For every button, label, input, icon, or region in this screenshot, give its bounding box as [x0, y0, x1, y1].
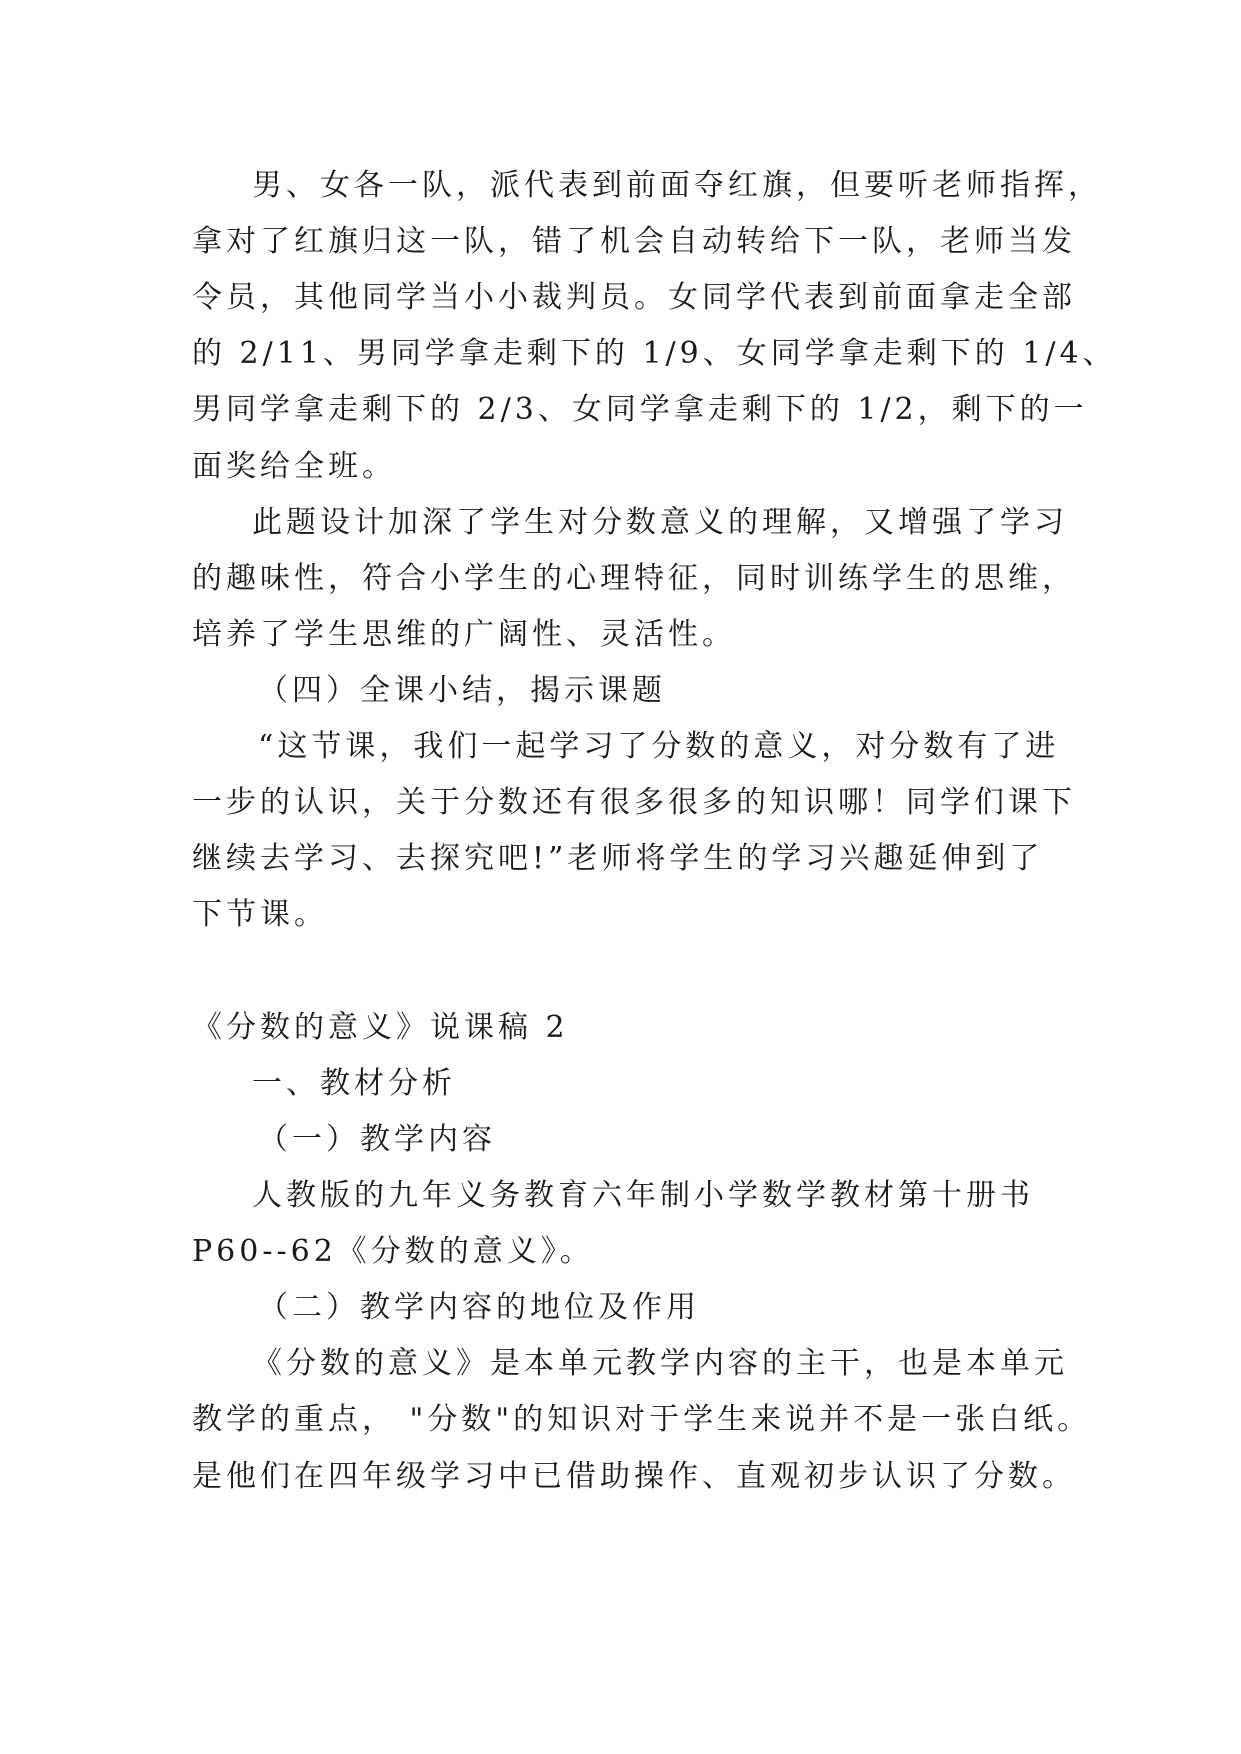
paragraph-line: 的 2/11、男同学拿走剩下的 1/9、女同学拿走剩下的 1/4、 — [192, 336, 1117, 371]
paragraph-line: 人教版的九年义务教育六年制小学数学教材第十册书 — [252, 1178, 1034, 1213]
paragraph-line: 是他们在四年级学习中已借助操作、直观初步认识了分数。 — [192, 1459, 1076, 1494]
paragraph-line: 《分数的意义》是本单元教学内容的主干，也是本单元 — [252, 1346, 1068, 1381]
subsection-heading: （二）教学内容的地位及作用 — [258, 1290, 700, 1325]
paragraph-line: 的趣味性，符合小学生的心理特征，同时训练学生的思维， — [192, 561, 1076, 596]
paragraph-line: 继续去学习、去探究吧!”老师将学生的学习兴趣延伸到了 — [192, 841, 1044, 876]
section-heading: 一、教材分析 — [252, 1066, 456, 1101]
subsection-heading: （一）教学内容 — [258, 1122, 496, 1157]
paragraph-line: 男、女各一队，派代表到前面夺红旗，但要听老师指挥， — [252, 168, 1102, 203]
paragraph-line: 拿对了红旗归这一队，错了机会自动转给下一队，老师当发 — [192, 224, 1076, 259]
paragraph-line: P60--62《分数的意义》。 — [192, 1234, 594, 1269]
paragraph-line: 男同学拿走剩下的 2/3、女同学拿走剩下的 1/2，剩下的一 — [192, 392, 1088, 427]
paragraph-line: 面奖给全班。 — [192, 449, 396, 484]
paragraph-line: 一步的认识，关于分数还有很多很多的知识哪！同学们课下 — [192, 785, 1076, 820]
paragraph-line: 培养了学生思维的广阔性、灵活性。 — [192, 617, 736, 652]
paragraph-line: 下节课。 — [192, 897, 328, 932]
paragraph-line: “这节课，我们一起学习了分数的意义，对分数有了进 — [258, 729, 1060, 764]
paragraph-line: 此题设计加深了学生对分数意义的理解，又增强了学习 — [252, 505, 1068, 540]
paragraph-line: 令员，其他同学当小小裁判员。女同学代表到前面拿走全部 — [192, 280, 1076, 315]
section-heading: （四）全课小结，揭示课题 — [258, 673, 666, 708]
document-title: 《分数的意义》说课稿 2 — [192, 1010, 569, 1045]
paragraph-line: 教学的重点， "分数"的知识对于学生来说并不是一张白纸。 — [192, 1402, 1092, 1437]
